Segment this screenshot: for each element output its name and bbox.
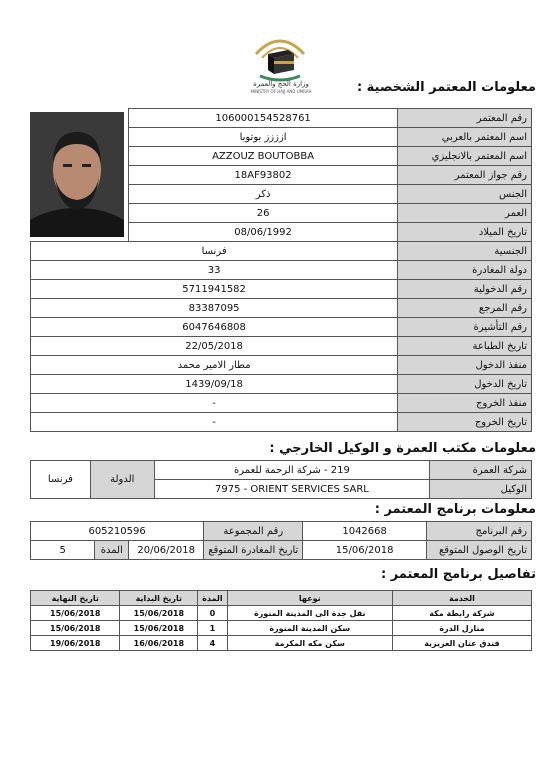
personal-info-label: منفذ الدخول: [398, 356, 532, 375]
logo-arabic-text: وزارة الحج والعمرة: [253, 80, 309, 88]
table-row: [31, 606, 532, 621]
group-label: رقم المجموعة: [204, 522, 303, 541]
header-start-date: تاريخ البداية: [120, 591, 198, 606]
detail-service: شركة رابطة مكة: [392, 606, 531, 621]
personal-info-value: 33: [31, 261, 398, 280]
personal-info-value: مطار الامير محمد: [31, 356, 398, 375]
agent-value: 7975 - ORIENT SERVICES SARL: [154, 480, 429, 499]
arrival-label: تاريخ الوصول المتوقع: [426, 541, 531, 560]
detail-type: سكن مكه المكرمة: [227, 636, 392, 651]
personal-info-value: 106000154528761: [129, 109, 398, 128]
personal-info-value: فرنسا: [31, 242, 398, 261]
country-label: الدولة: [90, 461, 154, 499]
detail-start: 16/06/2018: [120, 636, 198, 651]
personal-info-label: رقم المرجع: [398, 299, 532, 318]
personal-info-value: -: [31, 394, 398, 413]
personal-info-label: تاريخ الميلاد: [398, 223, 532, 242]
departure-value: 20/06/2018: [129, 541, 204, 560]
program-value: 1042668: [303, 522, 427, 541]
arrival-value: 15/06/2018: [303, 541, 427, 560]
personal-info-row: [129, 223, 532, 242]
personal-info-table-lower: [30, 241, 532, 432]
personal-info-label: منفذ الخروج: [398, 394, 532, 413]
logo-english-text: MINISTRY OF HAJJ AND UMRAH: [250, 89, 312, 94]
personal-info-table: [128, 108, 532, 242]
personal-info-row: [31, 394, 532, 413]
detail-start: 15/06/2018: [120, 621, 198, 636]
personal-info-row: [129, 185, 532, 204]
detail-end: 19/06/2018: [31, 636, 120, 651]
detail-duration: 0: [198, 606, 227, 621]
personal-info-value: 08/06/1992: [129, 223, 398, 242]
kaaba-logo-icon: [248, 24, 312, 86]
personal-info-row: [31, 356, 532, 375]
personal-info-label: دولة المغادرة: [398, 261, 532, 280]
program-details-table: [30, 590, 532, 651]
table-row: [31, 636, 532, 651]
personal-info-title: معلومات المعتمر الشخصية :: [356, 80, 536, 95]
country-value: فرنسا: [31, 461, 91, 499]
personal-info-row: [31, 299, 532, 318]
personal-info-label: الجنس: [398, 185, 532, 204]
personal-info-row: [129, 147, 532, 166]
personal-info-label: رقم المعتمر: [398, 109, 532, 128]
detail-service: منازل الدرة: [392, 621, 531, 636]
personal-info-value: 5711941582: [31, 280, 398, 299]
header-type: نوعها: [227, 591, 392, 606]
personal-info-value: 83387095: [31, 299, 398, 318]
personal-info-row: [31, 242, 532, 261]
departure-label: تاريخ المغادرة المتوقع: [204, 541, 303, 560]
duration-label: المدة: [95, 541, 129, 560]
personal-info-row: [129, 128, 532, 147]
personal-info-value: AZZOUZ BOUTOBBA: [129, 147, 398, 166]
personal-info-label: تاريخ الطباعة: [398, 337, 532, 356]
table-row: [31, 621, 532, 636]
office-info-title: معلومات مكتب العمرة و الوكيل الخارجي :: [269, 441, 536, 456]
personal-info-value: 18AF93802: [129, 166, 398, 185]
company-label: شركة العمرة: [430, 461, 532, 480]
duration-value: 5: [31, 541, 95, 560]
detail-duration: 1: [198, 621, 227, 636]
program-info-table: [30, 521, 532, 560]
personal-info-label: رقم الدخولية: [398, 280, 532, 299]
detail-end: 15/06/2018: [31, 606, 120, 621]
personal-info-value: 22/05/2018: [31, 337, 398, 356]
personal-info-label: الجنسية: [398, 242, 532, 261]
program-label: رقم البرنامج: [426, 522, 531, 541]
pilgrim-photo: [30, 112, 124, 237]
personal-info-row: [129, 204, 532, 223]
personal-info-value: 1439/09/18: [31, 375, 398, 394]
personal-info-row: [31, 318, 532, 337]
personal-info-value: -: [31, 413, 398, 432]
personal-info-label: رقم التأشيرة: [398, 318, 532, 337]
personal-info-value: ازززز بوتوبا: [129, 128, 398, 147]
agent-label: الوكيل: [430, 480, 532, 499]
detail-type: نقل جدة الى المدينة المنورة: [227, 606, 392, 621]
personal-info-row: [129, 166, 532, 185]
person-photo-icon: [30, 112, 124, 237]
personal-info-row: [31, 280, 532, 299]
detail-service: فندق عنان العزيزية: [392, 636, 531, 651]
header-duration: المدة: [198, 591, 227, 606]
personal-info-row: [31, 261, 532, 280]
header-service: الخدمة: [392, 591, 531, 606]
personal-info-value: ذكر: [129, 185, 398, 204]
personal-info-label: تاريخ الدخول: [398, 375, 532, 394]
office-agent-table: [30, 460, 532, 499]
group-value: 605210596: [31, 522, 204, 541]
personal-info-row: [31, 337, 532, 356]
personal-info-label: العمر: [398, 204, 532, 223]
personal-info-label: تاريخ الخروج: [398, 413, 532, 432]
detail-end: 15/06/2018: [31, 621, 120, 636]
personal-info-label: رقم جواز المعتمر: [398, 166, 532, 185]
header-end-date: تاريخ النهاية: [31, 591, 120, 606]
personal-info-row: [31, 413, 532, 432]
personal-info-row: [31, 375, 532, 394]
ministry-logo: [248, 24, 312, 88]
personal-info-value: 6047646808: [31, 318, 398, 337]
detail-type: سكن المدينة المنورة: [227, 621, 392, 636]
detail-duration: 4: [198, 636, 227, 651]
personal-info-label: اسم المعتمر بالانجليزي: [398, 147, 532, 166]
personal-info-row: [129, 109, 532, 128]
program-info-title: معلومات برنامج المعتمر :: [374, 502, 536, 517]
personal-info-value: 26: [129, 204, 398, 223]
program-details-title: تفاصيل برنامج المعتمر :: [380, 567, 536, 582]
personal-info-label: اسم المعتمر بالعربي: [398, 128, 532, 147]
detail-start: 15/06/2018: [120, 606, 198, 621]
company-value: 219 - شركة الرحمة للعمرة: [154, 461, 429, 480]
